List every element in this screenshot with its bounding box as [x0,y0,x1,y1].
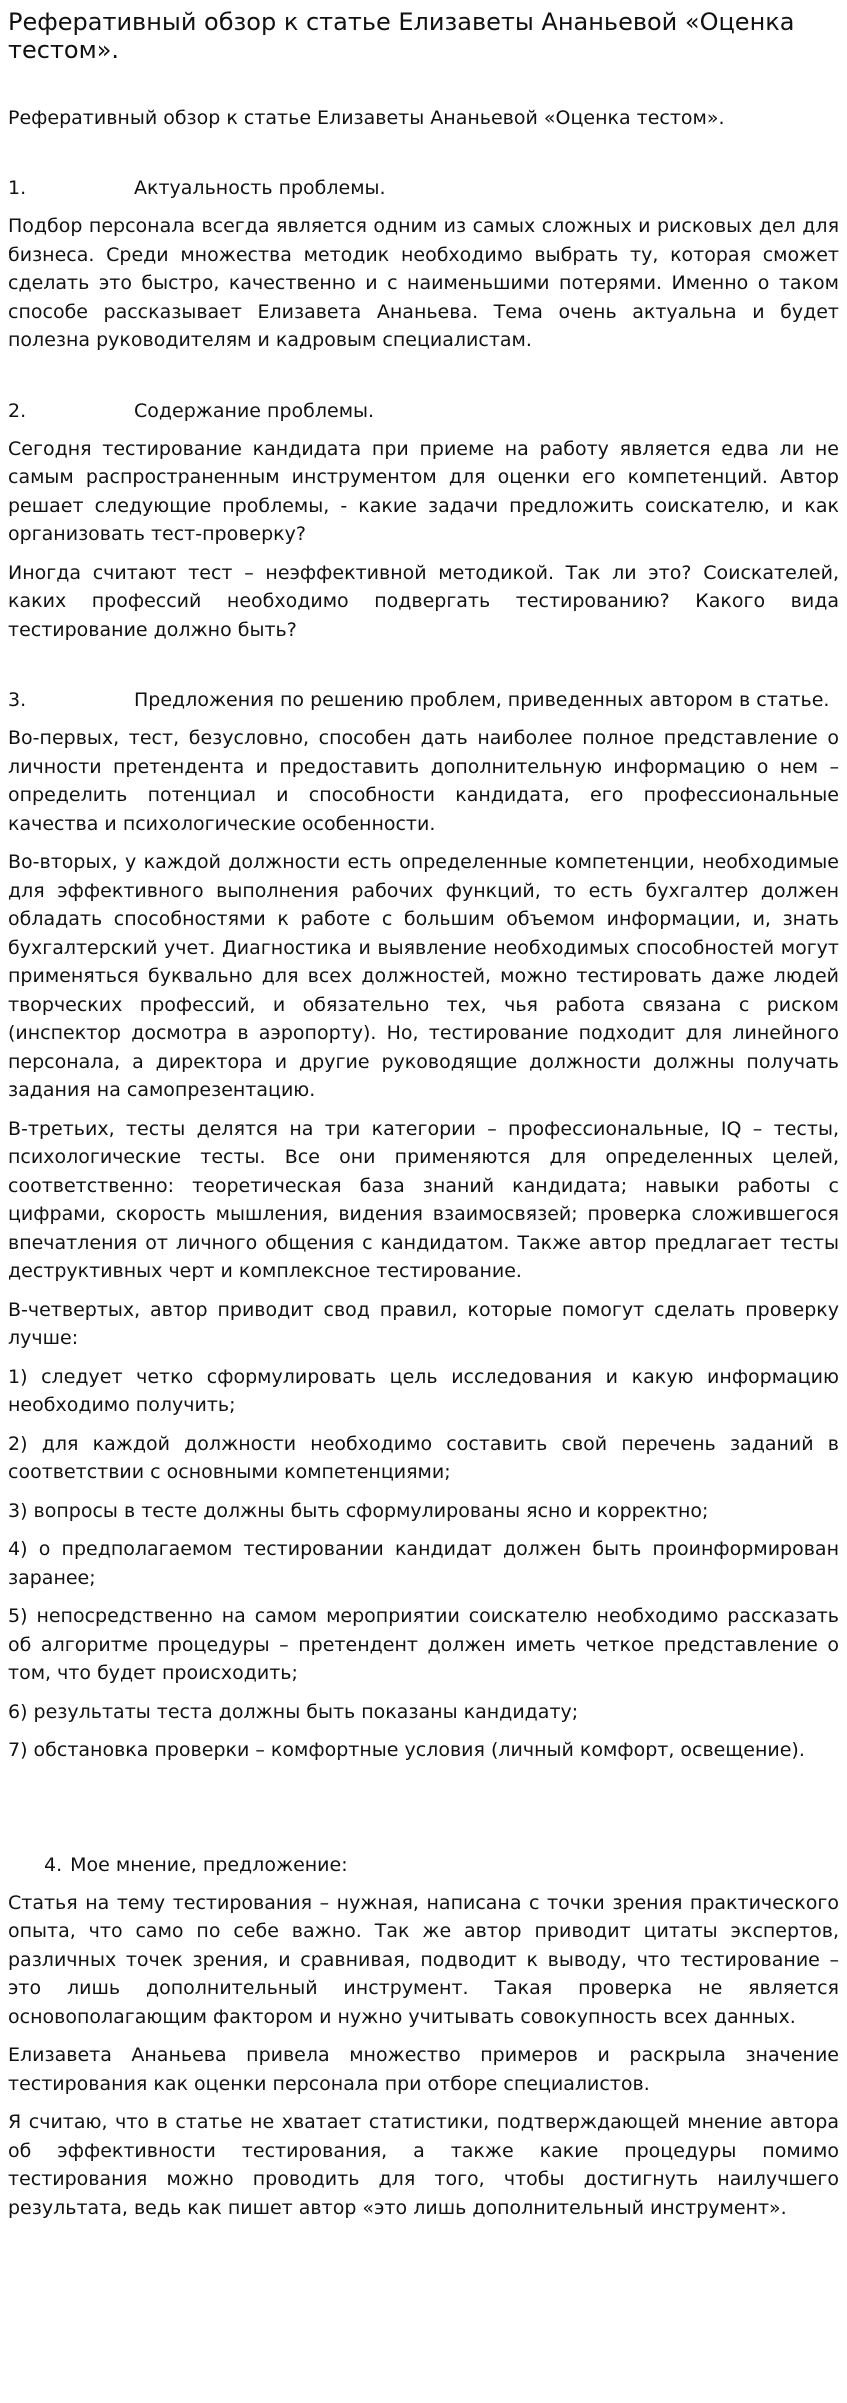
rule-item: 7) обстановка проверки – комфортные условия (личный комфорт, освещение). [8,1739,805,1761]
paragraph: В-четвертых, автор приводит свод правил, которые помогут сделать проверку лучше: [8,1298,839,1349]
paragraph: Во-вторых, у каждой должности есть определенные компетенции, необходимые для эффективного выполнения рабочих функций, то есть бухгалтер должен обладать способностями к работе с большим объемом информации, и, знать бухгалтерский учет. Диагностика и выявление необходимых способностей могут применяться буквально для всех должностей, можно тестировать даже людей творческих профессий, и обязательно тех, чья работа связана с риском (инспектор досмотра в аэропорту). Но, тестирование подходит для линейного персонала, а директора и другие руководящие должности должны получать задания на самопрезентацию. [8,851,839,1101]
section-heading-text: Предложения по решению проблем, приведенных автором в статье. [134,689,830,711]
section-number: 3. [8,689,27,711]
rule-item: 5) непосредственно на самом мероприятии соискателю необходимо рассказать об алгоритме процедуры – претендент должен иметь четкое представление о том, что будет происходить; [8,1605,839,1684]
paragraph: Статья на тему тестирования – нужная, написана с точки зрения практического опыта, что само по себе важно. Так же автор приводит цитаты экспертов, различных точек зрения, и сравнивая, подводит к выводу, что тестирование – это лишь дополнительный инструмент. Такая проверка не является основополагающим фактором и нужно учитывать совокупность всех данных. [8,1891,839,2028]
paragraph: Иногда считают тест – неэффективной методикой. Так ли это? Соискателей, каких профессий необходимо подвергать тестированию? Какого вида тестирование должно быть? [8,561,839,641]
section-heading-text: Актуальность проблемы. [134,177,386,199]
section-number: 4. [44,1853,63,1876]
section-relevance [8,174,839,355]
rule-item: 4) о предполагаемом тестировании кандидат должен быть проинформирован заранее; [8,1538,839,1589]
section-opinion [8,1851,839,2223]
section-content [8,397,839,645]
section-number: 1. [8,177,27,199]
paragraph: Елизавета Ананьева привела множество примеров и раскрыла значение тестирования как оценки персонала при отборе специалистов. [8,2044,839,2095]
rule-item: 3) вопросы в тесте должны быть сформулированы ясно и корректно; [8,1499,709,1522]
section-heading-text: Содержание проблемы. [134,399,375,422]
page-title: Реферативный обзор к статье Елизаветы Ананьевой «Оценка тестом». [8,8,795,64]
document-subtitle: Реферативный обзор к статье Елизаветы Ананьевой «Оценка тестом». [8,107,725,129]
section-number: 2. [8,399,27,422]
paragraph: В-третьих, тесты делятся на три категории – профессиональные, IQ – тесты, психологические тесты. Все они применяются для определенных целей, соответственно: теоретическая база знаний кандидата; навыки работы с цифрами, скорость мышления, видения взаимосвязей; проверка сложившегося впечатления от личного общения с кандидатом. Также автор предлагает тесты деструктивных черт и комплексное тестирование. [8,1117,839,1282]
section-heading [8,397,839,425]
rule-item: 6) результаты теста должны быть показаны кандидату; [8,1700,579,1723]
section-heading [8,174,839,202]
paragraph: Подбор персонала всегда является одним из самых сложных и рисковых дел для бизнеса. Среди множества методик необходимо выбрать ту, которая сможет сделать это быстро, качественно и с наименьшими потерями. Именно о таком способе рассказывает Елизавета Ананьева. Тема очень актуальна и будет полезна руководителям и кадровым специалистам. [8,215,839,351]
document-page [0,8,847,2222]
rule-item: 2) для каждой должности необходимо составить свой перечень заданий в соответствии с основными компетенциями; [8,1432,839,1483]
section-heading-text: Мое мнение, предложение: [70,1853,348,1876]
paragraph: Во-первых, тест, безусловно, способен дать наиболее полное представление о личности претендента и предоставить дополнительную информацию о нем – определить потенциал и способности кандидата, его профессиональные качества и психологические особенности. [8,727,839,835]
rule-item: 1) следует четко сформулировать цель исследования и какую информацию необходимо получить; [8,1365,839,1416]
section-proposals [8,686,839,1765]
paragraph: Я считаю, что в статье не хватает статистики, подтверждающей мнение автора об эффективности тестирования, а также какие процедуры помимо тестирования можно проводить для того, чтобы достигнуть наилучшего результата, ведь как пишет автор «это лишь дополнительный инструмент». [8,2111,839,2219]
paragraph: Сегодня тестирование кандидата при приеме на работу является едва ли не самым распространенным инструментом для оценки его компетенций. Автор решает следующие проблемы, - какие задачи предложить соискателю, и как организовать тест-проверку? [8,437,839,545]
section-heading [8,686,839,714]
section-heading [8,1851,839,1879]
